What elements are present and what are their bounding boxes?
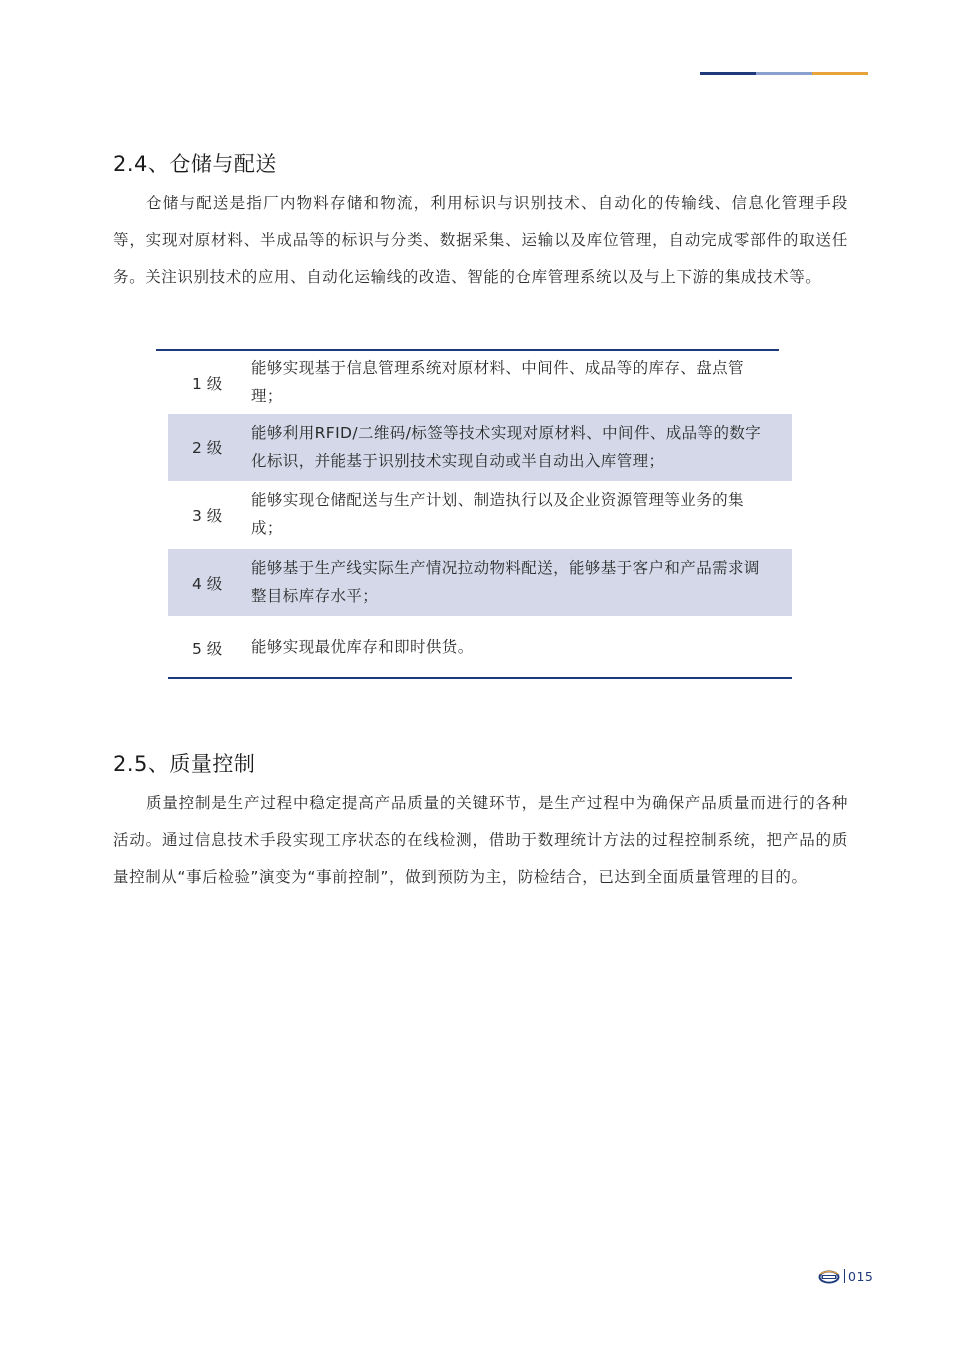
accent-segment-light xyxy=(756,72,812,75)
level-description: 能够实现基于信息管理系统对原材料、中间件、成品等的库存、盘点管理； xyxy=(251,359,744,405)
level-description: 能够实现仓储配送与生产计划、制造执行以及企业资源管理等业务的集成； xyxy=(251,491,744,537)
page-number: 015 xyxy=(848,1268,874,1284)
table-bottom-rule xyxy=(168,677,792,679)
level-label: 5 级 xyxy=(192,640,223,658)
level-description: 能够基于生产线实际生产情况拉动物料配送，能够基于客户和产品需求调整目标库存水平； xyxy=(251,559,760,605)
table-row xyxy=(168,481,792,549)
table-row xyxy=(168,549,792,616)
level-label: 3 级 xyxy=(192,507,223,525)
table-row xyxy=(168,616,792,677)
page-footer xyxy=(818,1268,873,1284)
accent-segment-dark xyxy=(700,72,756,75)
level-label: 1 级 xyxy=(192,375,223,393)
section-heading-warehousing: 2.4、仓储与配送 xyxy=(113,152,277,176)
footer-separator xyxy=(844,1269,845,1283)
section-heading-quality-control: 2.5、质量控制 xyxy=(113,752,256,776)
level-label: 4 级 xyxy=(192,575,223,593)
level-label: 2 级 xyxy=(192,439,223,457)
warehousing-paragraph: 仓储与配送是指厂内物料存储和物流，利用标识与识别技术、自动化的传输线、信息化管理手段等，实现对原材料、半成品等的标识与分类、数据采集、运输以及库位管理，自动完成零部件的取送任务。关注识别技术的应用、自动化运输线的改造、智能的仓库管理系统以及与上下游的集成技术等。 xyxy=(113,194,848,286)
table-row xyxy=(168,351,792,414)
accent-segment-gold xyxy=(812,72,868,75)
level-description: 能够实现最优库存和即时供货。 xyxy=(251,638,474,656)
cmmm-logo-icon xyxy=(818,1269,840,1283)
header-accent-rule xyxy=(700,72,868,75)
table-row xyxy=(168,414,792,481)
level-description: 能够利用RFID/二维码/标签等技术实现对原材料、中间件、成品等的数字化标识，并能基于识别技术实现自动或半自动出入库管理； xyxy=(251,424,762,470)
quality-control-paragraph: 质量控制是生产过程中稳定提高产品质量的关键环节，是生产过程中为确保产品质量而进行的各种活动。通过信息技术手段实现工序状态的在线检测，借助于数理统计方法的过程控制系统，把产品的质量控制从“事后检验”演变为“事前控制”，做到预防为主，防检结合，已达到全面质量管理的目的。 xyxy=(113,794,848,886)
